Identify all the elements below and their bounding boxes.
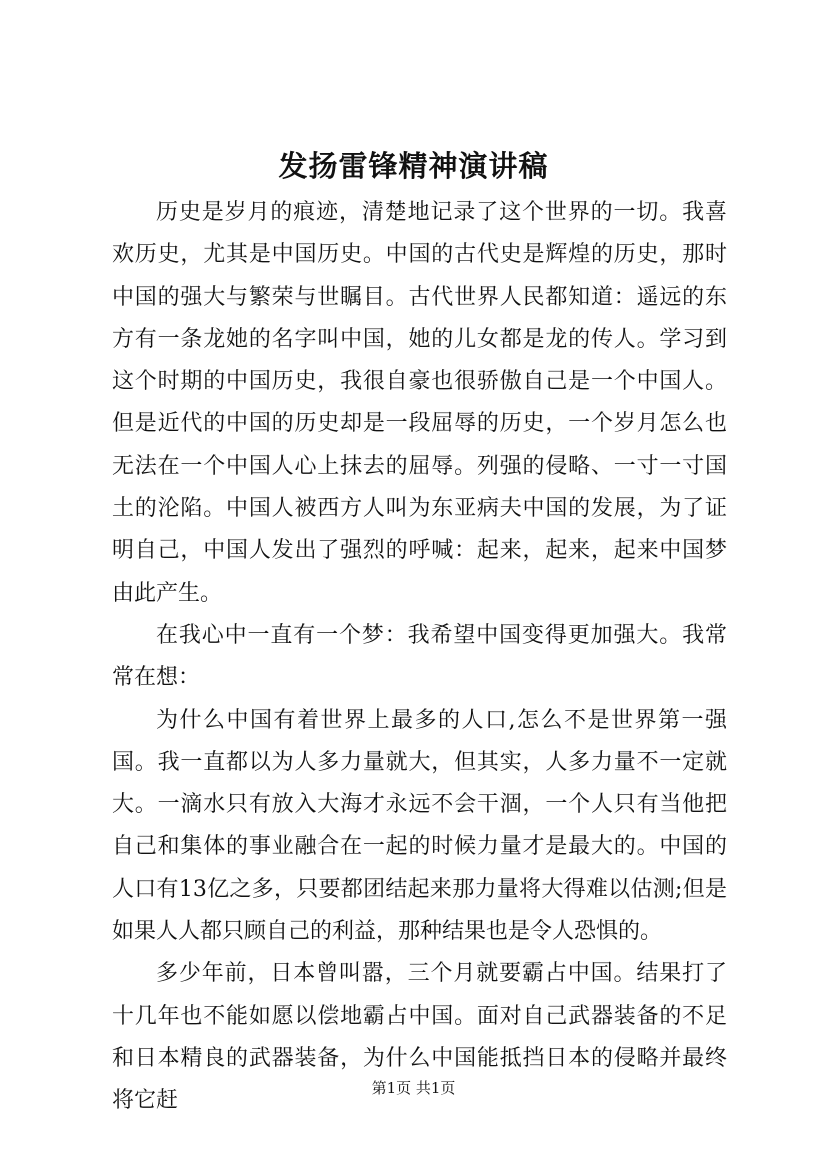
document-title: 发扬雷锋精神演讲稿 [278,149,549,183]
document-body [112,192,727,1123]
paragraph: 历史是岁月的痕迹，清楚地记录了这个世界的一切。我喜欢历史，尤其是中国历史。中国的古代史是辉煌的历史，那时中国的强大与繁荣与世瞩目。古代世界人民都知道：遥远的东方有一条龙她的名字叫中国，她的儿女都是龙的传人。学习到这个时期的中国历史，我很自豪也很骄傲自己是一个中国人。但是近代的中国的历史却是一段屈辱的历史，一个岁月怎么也无法在一个中国人心上抹去的屈辱。列强的侵略、一寸一寸国土的沦陷。中国人被西方人叫为东亚病夫中国的发展，为了证明自己，中国人发出了强烈的呼喊：起来，起来，起来中国梦由此产生。 [112,200,727,606]
paragraph: 为什么中国有着世界上最多的人口,怎么不是世界第一强国。我一直都以为人多力量就大，但其实，人多力量不一定就大。一滴水只有放入大海才永远不会干涸，一个人只有当他把自己和集体的事业融合在一起的时候力量才是最大的。中国的人口有13亿之多，只要都团结起来那力量将大得难以估测;但是如果人人都只顾自己的利益，那种结果也是令人恐惧的。 [112,707,727,945]
page-number-footer: 第1页 共1页 [371,1079,456,1097]
paragraph: 在我心中一直有一个梦：我希望中国变得更加强大。我常常在想： [112,622,727,691]
paragraph: 多少年前，日本曾叫嚣，三个月就要霸占中国。结果打了十几年也不能如愿以偿地霸占中国。面对自己武器装备的不足和日本精良的武器装备，为什么中国能抵挡日本的侵略并最终将它赶 [112,961,727,1114]
